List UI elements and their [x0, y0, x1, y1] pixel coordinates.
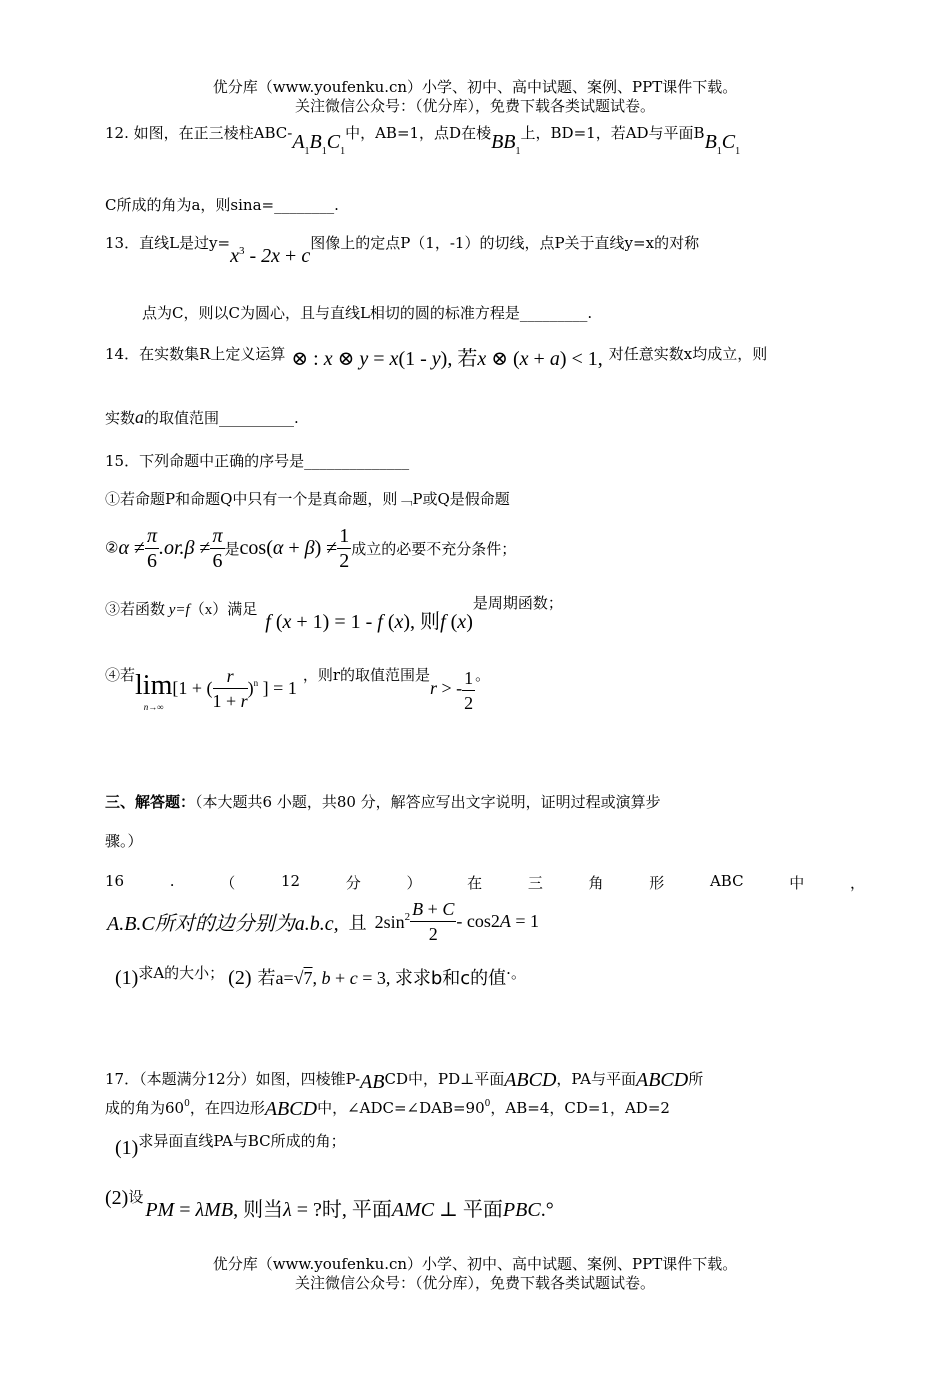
q16-part: .: [169, 872, 175, 890]
q17-part2-text: 设: [128, 1188, 144, 1206]
q17-text-b: CD中，PD⊥平面: [384, 1070, 505, 1088]
section-3-desc-2: 骤。）: [105, 832, 143, 850]
q16-part: 12: [280, 872, 301, 890]
q15-item3-math-equation: f (x + 1) = 1 - f (x), 则f (x): [265, 611, 473, 633]
q14-math-operation: ⊗ : x ⊗ y = x(1 - y), 若x ⊗ (x + a) < 1,: [291, 348, 603, 370]
header-line-2: 关注微信公众号：（优分库），免费下载各类试题试卷。: [294, 97, 655, 115]
q15-item4-text-c: 。: [475, 666, 491, 684]
q15-item2-math-alpha: α ≠: [118, 537, 145, 559]
footer-line-1: 优分库（www.youfenku.cn）小学、初中、高中试题、案例、PPT课件下载。: [212, 1255, 738, 1273]
q15-title: 15．下列命题中正确的序号是______________: [105, 452, 410, 470]
q17-math-abcd-1: ABCD: [504, 1069, 557, 1091]
q15-item2-text-shi: 是: [224, 540, 240, 558]
q14-text-line2b: 的取值范围__________.: [144, 409, 299, 427]
q16-part2-marker: (2): [228, 967, 252, 989]
q16-part: 在: [467, 874, 483, 892]
q15-item2-frac-pi6-b: $\frac{\pi}{6}$: [212, 525, 223, 572]
q15-item2-math-or-beta: .or.β ≠: [158, 537, 211, 559]
question-16-line-2: [107, 897, 539, 946]
q15-item2-frac-pi6-a: $\frac{\pi}{6}$: [146, 525, 157, 572]
q12-math-bb1: $BB_1$: [491, 131, 521, 157]
q15-item4-math-limit: lim n→∞ [1 + ( $\frac{r}{1 + r}$ )$^n$ ] = 1: [135, 666, 297, 712]
q17-math-ab: AB: [360, 1071, 385, 1093]
q17-line2-text-d: ，AB=4，CD=1，AD=2: [490, 1099, 670, 1117]
q17-part-2: [105, 1186, 554, 1222]
q15-item2-text-end: 成立的必要不充分条件；: [351, 540, 517, 558]
q15-item3-text-a: ③若函数: [105, 600, 166, 618]
q16-part: 角: [588, 874, 604, 892]
q15-item4-math-result: r > - $\frac{1}{2}$: [430, 667, 474, 713]
question-13: [105, 232, 699, 268]
q16-line2-text-a: A.B.C所对的边分别为a.b.c,: [107, 913, 339, 935]
q15-item2-math-cos: cos(α + β) ≠: [239, 537, 338, 559]
q16-part2-text-a: 若a=: [257, 968, 294, 988]
q16-part: （: [220, 874, 236, 892]
q17-line-2: [105, 1097, 670, 1121]
q17-text-a: 17．（本题满分12分）如图，四棱锥P-: [105, 1070, 361, 1088]
q17-line2-text-b: ，在四边形: [189, 1099, 265, 1117]
q17-math-abcd-2: ABCD: [635, 1069, 689, 1091]
q15-item2-marker: ②: [105, 538, 119, 557]
q15-item2-frac-half: $\frac{1}{2}$: [339, 525, 350, 572]
q12-math-a1b1c1: $A_1B_1C_1$: [292, 131, 346, 157]
q16-part: ABC: [709, 872, 744, 890]
q15-item-2: [105, 524, 516, 573]
q15-item-4: [105, 664, 490, 715]
q15-item-3: [105, 592, 563, 634]
q15-item3-text-c: 是周期函数；: [472, 594, 563, 612]
q17-text-c: ，PA与平面: [556, 1070, 636, 1088]
q17-part-1: [115, 1130, 346, 1160]
question-17: [105, 1068, 703, 1094]
q16-math-frac: $\frac{B + C}{2}$: [412, 899, 455, 944]
q16-math-sqrt7: √7, b + c = 3, 求: [293, 968, 413, 988]
section-3-heading: [105, 791, 661, 812]
q16-part1-text: 求A的大小；: [138, 964, 225, 982]
q17-part2-marker: (2): [105, 1187, 129, 1209]
q12-text-a: 12. 如图，在正三棱柱ABC-: [105, 124, 293, 142]
q16-part: 形: [649, 874, 665, 892]
question-16-line-1: [105, 872, 865, 893]
q16-math-equation-b: - cos2A = 1: [456, 911, 539, 931]
q14-text-line2a: 实数: [105, 409, 136, 427]
q16-part: 16: [105, 872, 125, 890]
footer-line-2: 关注微信公众号：（优分库），免费下载各类试题试卷。: [294, 1274, 655, 1292]
question-12: [105, 122, 740, 157]
q15-item-1: ①若命题P和命题Q中只有一个是真命题，则﹁P或Q是假命题: [105, 490, 510, 508]
q12-math-b1c1: $B_1C_1$: [704, 131, 741, 157]
q16-part: 中: [789, 874, 805, 892]
q14-math-a: a: [135, 407, 145, 427]
q13-math-function: $x^3 - 2x + c$: [230, 245, 311, 267]
q17-line2-deg-1: 0: [184, 1099, 190, 1109]
q12-text-c: 上，BD=1，若AD与平面B: [520, 124, 705, 142]
q17-line2-text-a: 成的角为60: [105, 1099, 185, 1117]
q17-math-abcd-3: ABCD: [264, 1098, 318, 1120]
q16-part1-marker: (1): [115, 967, 139, 989]
question-14: [105, 342, 767, 371]
q17-math-condition: PM = λMB, 则当λ = ?时, 平面AMC ⊥ 平面PBC.°: [145, 1199, 554, 1221]
section-3-title: 三、解答题：: [105, 793, 196, 811]
q15-item3-math-yfx: y=f（x）: [165, 602, 228, 618]
page-header: [0, 78, 950, 116]
q16-part: ，: [849, 874, 865, 892]
q17-line2-text-c: 中，∠ADC=∠DAB=90: [317, 1099, 485, 1117]
q15-item4-text-a: ④若: [105, 666, 136, 684]
q17-text-d: 所: [688, 1070, 704, 1088]
q12-line-2: C所成的角为a，则sina=________.: [105, 196, 339, 214]
q17-part1-marker: (1): [115, 1137, 139, 1159]
question-16-parts: [115, 962, 526, 990]
q16-part2-text-c: 求b和c的值: [412, 968, 507, 989]
q16-math-equation-a: $2\sin^2$: [374, 910, 411, 932]
page-footer: [0, 1255, 950, 1293]
q16-line2-text-b: 且: [348, 912, 367, 933]
q17-part1-text: 求异面直线PA与BC所成的角；: [138, 1132, 346, 1150]
q14-text-a: 14．在实数集R上定义运算: [105, 345, 286, 363]
q16-part: ）: [406, 874, 422, 892]
q14-line-2: [105, 407, 299, 428]
q16-part: 分: [345, 874, 361, 892]
header-line-1: 优分库（www.youfenku.cn）小学、初中、高中试题、案例、PPT课件下载。: [212, 78, 738, 96]
q12-text-b: 中，AB=1，点D在棱: [345, 124, 492, 142]
q15-item3-text-b: 满足: [227, 600, 258, 618]
q16-part: 三: [527, 874, 543, 892]
q13-line-2: 点为C，则以C为圆心，且与直线L相切的圆的标准方程是_________.: [142, 304, 593, 322]
q17-line2-deg-2: 0: [484, 1099, 491, 1109]
q15-item4-text-b: ，则r的取值范围是: [302, 666, 430, 684]
section-3-desc: （本大题共6 小题，共80 分，解答应写出文字说明，证明过程或演算步: [195, 793, 661, 811]
q13-text-a: 13．直线L是过y=: [105, 234, 231, 252]
q16-part2-text-d: ·。: [506, 964, 526, 982]
q13-text-b: 图像上的定点P（1，-1）的切线，点P关于直线y=x的对称: [310, 234, 700, 252]
q14-text-b: 对任意实数x均成立，则: [608, 345, 768, 363]
